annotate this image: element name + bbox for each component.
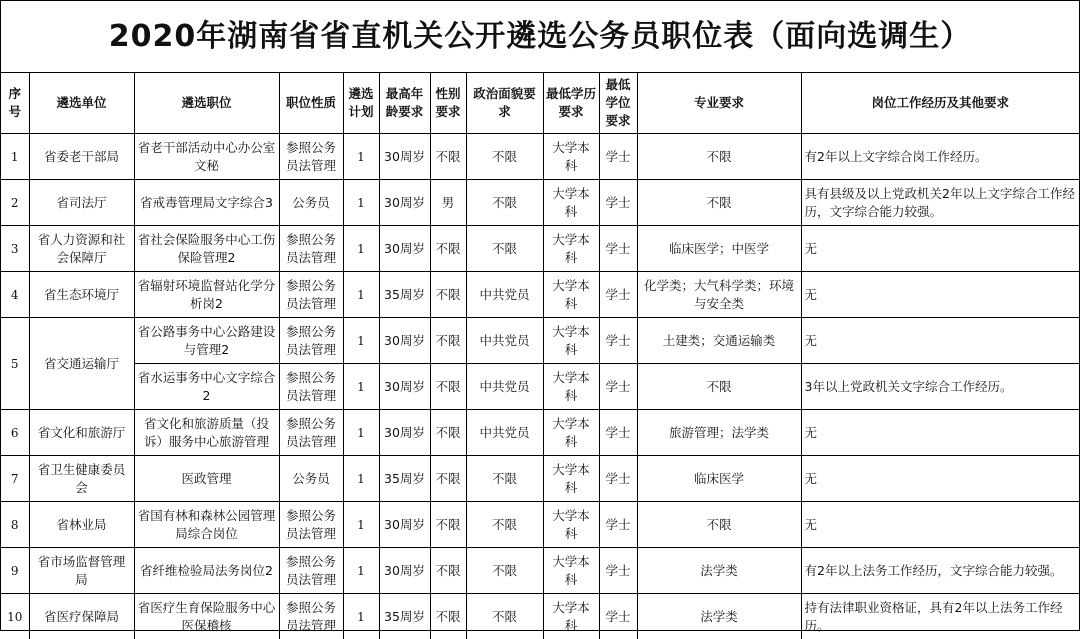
nature-cell: 公务员 (279, 456, 343, 502)
gender-cell: 不限 (430, 456, 466, 502)
header-education: 最低学历要求 (543, 73, 599, 134)
politics-cell: 中共党员 (466, 364, 543, 410)
post-cell: 省老干部活动中心办公室文秘 (134, 134, 279, 180)
gender-cell: 不限 (430, 364, 466, 410)
row-number: 10 (1, 594, 29, 639)
age-cell: 30周岁 (379, 410, 430, 456)
plan-cell: 1 (343, 502, 379, 548)
header-major: 专业要求 (637, 73, 801, 134)
major-cell: 旅游管理；法学类 (637, 410, 801, 456)
age-cell: 30周岁 (379, 318, 430, 364)
header-no: 序号 (1, 73, 29, 134)
unit-cell: 省交通运输厅 (29, 318, 134, 410)
nature-cell: 参照公务员法管理 (279, 502, 343, 548)
nature-cell: 参照公务员法管理 (279, 594, 343, 639)
other-requirements-cell: 无 (801, 272, 1079, 318)
unit-cell: 省卫生健康委员会 (29, 456, 134, 502)
table-row (1, 134, 1079, 180)
post-cell: 省辐射环境监督站化学分析岗2 (134, 272, 279, 318)
other-requirements-cell: 具有县级及以上党政机关2年以上文字综合工作经历，文字综合能力较强。 (801, 180, 1079, 226)
row-number: 1 (1, 134, 29, 180)
row-number: 7 (1, 456, 29, 502)
age-cell: 35周岁 (379, 456, 430, 502)
degree-cell: 学士 (599, 548, 637, 594)
education-cell: 大学本科 (543, 226, 599, 272)
age-cell: 30周岁 (379, 364, 430, 410)
other-requirements-cell: 无 (801, 502, 1079, 548)
other-requirements-cell: 有2年以上法务工作经历，文字综合能力较强。 (801, 548, 1079, 594)
table-row (1, 180, 1079, 226)
nature-cell: 公务员 (279, 180, 343, 226)
unit-cell: 省生态环境厅 (29, 272, 134, 318)
degree-cell: 学士 (599, 180, 637, 226)
plan-cell: 1 (343, 594, 379, 639)
major-cell: 不限 (637, 180, 801, 226)
degree-cell: 学士 (599, 594, 637, 639)
post-cell: 省纤维检验局法务岗位2 (134, 548, 279, 594)
gender-cell: 不限 (430, 134, 466, 180)
unit-cell: 省文化和旅游厅 (29, 410, 134, 456)
post-cell: 医政管理 (134, 456, 279, 502)
header-age: 最高年龄要求 (379, 73, 430, 134)
row-number: 5 (1, 318, 29, 410)
major-cell: 化学类；大气科学类；环境与安全类 (637, 272, 801, 318)
other-requirements-cell: 有2年以上文字综合岗工作经历。 (801, 134, 1079, 180)
post-cell: 省公路事务中心公路建设与管理2 (134, 318, 279, 364)
education-cell: 大学本科 (543, 502, 599, 548)
degree-cell: 学士 (599, 318, 637, 364)
politics-cell: 不限 (466, 502, 543, 548)
table-header-row (1, 73, 1079, 134)
position-table (1, 73, 1079, 639)
table-row (1, 548, 1079, 594)
header-degree: 最低学位要求 (599, 73, 637, 134)
table-row (1, 456, 1079, 502)
row-number: 8 (1, 502, 29, 548)
gender-cell: 不限 (430, 502, 466, 548)
header-unit: 遴选单位 (29, 73, 134, 134)
politics-cell: 不限 (466, 456, 543, 502)
education-cell: 大学本科 (543, 364, 599, 410)
age-cell: 30周岁 (379, 180, 430, 226)
table-row (1, 502, 1079, 548)
plan-cell: 1 (343, 456, 379, 502)
post-cell: 省戒毒管理局文字综合3 (134, 180, 279, 226)
row-number: 9 (1, 548, 29, 594)
post-cell: 省社会保险服务中心工伤保险管理2 (134, 226, 279, 272)
other-requirements-cell: 持有法律职业资格证，具有2年以上法务工作经历。 (801, 594, 1079, 639)
education-cell: 大学本科 (543, 456, 599, 502)
major-cell: 临床医学；中医学 (637, 226, 801, 272)
row-number: 4 (1, 272, 29, 318)
politics-cell: 不限 (466, 594, 543, 639)
degree-cell: 学士 (599, 410, 637, 456)
politics-cell: 不限 (466, 180, 543, 226)
education-cell: 大学本科 (543, 594, 599, 639)
plan-cell: 1 (343, 548, 379, 594)
major-cell: 不限 (637, 364, 801, 410)
nature-cell: 参照公务员法管理 (279, 364, 343, 410)
nature-cell: 参照公务员法管理 (279, 134, 343, 180)
age-cell: 30周岁 (379, 226, 430, 272)
table-body (1, 134, 1079, 639)
degree-cell: 学士 (599, 134, 637, 180)
gender-cell: 不限 (430, 410, 466, 456)
gender-cell: 不限 (430, 226, 466, 272)
degree-cell: 学士 (599, 272, 637, 318)
header-plan: 遴选计划 (343, 73, 379, 134)
major-cell: 法学类 (637, 594, 801, 639)
header-other: 岗位工作经历及其他要求 (801, 73, 1079, 134)
unit-cell: 省林业局 (29, 502, 134, 548)
table-row (1, 318, 1079, 364)
major-cell: 不限 (637, 134, 801, 180)
other-requirements-cell: 无 (801, 226, 1079, 272)
post-cell: 省国有林和森林公园管理局综合岗位 (134, 502, 279, 548)
unit-cell: 省人力资源和社会保障厅 (29, 226, 134, 272)
header-post: 遴选职位 (134, 73, 279, 134)
nature-cell: 参照公务员法管理 (279, 226, 343, 272)
politics-cell: 不限 (466, 134, 543, 180)
nature-cell: 参照公务员法管理 (279, 272, 343, 318)
plan-cell: 1 (343, 134, 379, 180)
age-cell: 35周岁 (379, 272, 430, 318)
degree-cell: 学士 (599, 502, 637, 548)
politics-cell: 中共党员 (466, 318, 543, 364)
age-cell: 35周岁 (379, 594, 430, 639)
header-politics: 政治面貌要求 (466, 73, 543, 134)
plan-cell: 1 (343, 318, 379, 364)
row-number: 2 (1, 180, 29, 226)
table-row (1, 272, 1079, 318)
other-requirements-cell: 无 (801, 456, 1079, 502)
nature-cell: 参照公务员法管理 (279, 410, 343, 456)
age-cell: 30周岁 (379, 502, 430, 548)
major-cell: 土建类；交通运输类 (637, 318, 801, 364)
table-row (1, 364, 1079, 410)
education-cell: 大学本科 (543, 548, 599, 594)
major-cell: 法学类 (637, 548, 801, 594)
age-cell: 30周岁 (379, 134, 430, 180)
gender-cell: 不限 (430, 594, 466, 639)
plan-cell: 1 (343, 180, 379, 226)
plan-cell: 1 (343, 410, 379, 456)
other-requirements-cell: 无 (801, 410, 1079, 456)
gender-cell: 不限 (430, 272, 466, 318)
unit-cell: 省市场监督管理局 (29, 548, 134, 594)
education-cell: 大学本科 (543, 318, 599, 364)
post-cell: 省医疗生育保险服务中心医保稽核 (134, 594, 279, 639)
politics-cell: 不限 (466, 226, 543, 272)
unit-cell: 省医疗保障局 (29, 594, 134, 639)
nature-cell: 参照公务员法管理 (279, 318, 343, 364)
other-requirements-cell: 无 (801, 318, 1079, 364)
nature-cell: 参照公务员法管理 (279, 548, 343, 594)
header-nature: 职位性质 (279, 73, 343, 134)
major-cell: 临床医学 (637, 456, 801, 502)
politics-cell: 中共党员 (466, 272, 543, 318)
table-row (1, 226, 1079, 272)
degree-cell: 学士 (599, 364, 637, 410)
politics-cell: 不限 (466, 548, 543, 594)
post-cell: 省水运事务中心文字综合2 (134, 364, 279, 410)
unit-cell: 省司法厅 (29, 180, 134, 226)
plan-cell: 1 (343, 364, 379, 410)
plan-cell: 1 (343, 226, 379, 272)
degree-cell: 学士 (599, 456, 637, 502)
education-cell: 大学本科 (543, 180, 599, 226)
education-cell: 大学本科 (543, 272, 599, 318)
education-cell: 大学本科 (543, 134, 599, 180)
gender-cell: 男 (430, 180, 466, 226)
plan-cell: 1 (343, 272, 379, 318)
education-cell: 大学本科 (543, 410, 599, 456)
unit-cell: 省委老干部局 (29, 134, 134, 180)
header-gender: 性别要求 (430, 73, 466, 134)
row-number: 3 (1, 226, 29, 272)
table-row (1, 594, 1079, 639)
degree-cell: 学士 (599, 226, 637, 272)
gender-cell: 不限 (430, 318, 466, 364)
document-title: 2020年湖南省省直机关公开遴选公务员职位表（面向选调生） (1, 1, 1079, 73)
row-number: 6 (1, 410, 29, 456)
post-cell: 省文化和旅游质量（投诉）服务中心旅游管理 (134, 410, 279, 456)
other-requirements-cell: 3年以上党政机关文字综合工作经历。 (801, 364, 1079, 410)
age-cell: 30周岁 (379, 548, 430, 594)
gender-cell: 不限 (430, 548, 466, 594)
major-cell: 不限 (637, 502, 801, 548)
politics-cell: 中共党员 (466, 410, 543, 456)
table-row (1, 410, 1079, 456)
